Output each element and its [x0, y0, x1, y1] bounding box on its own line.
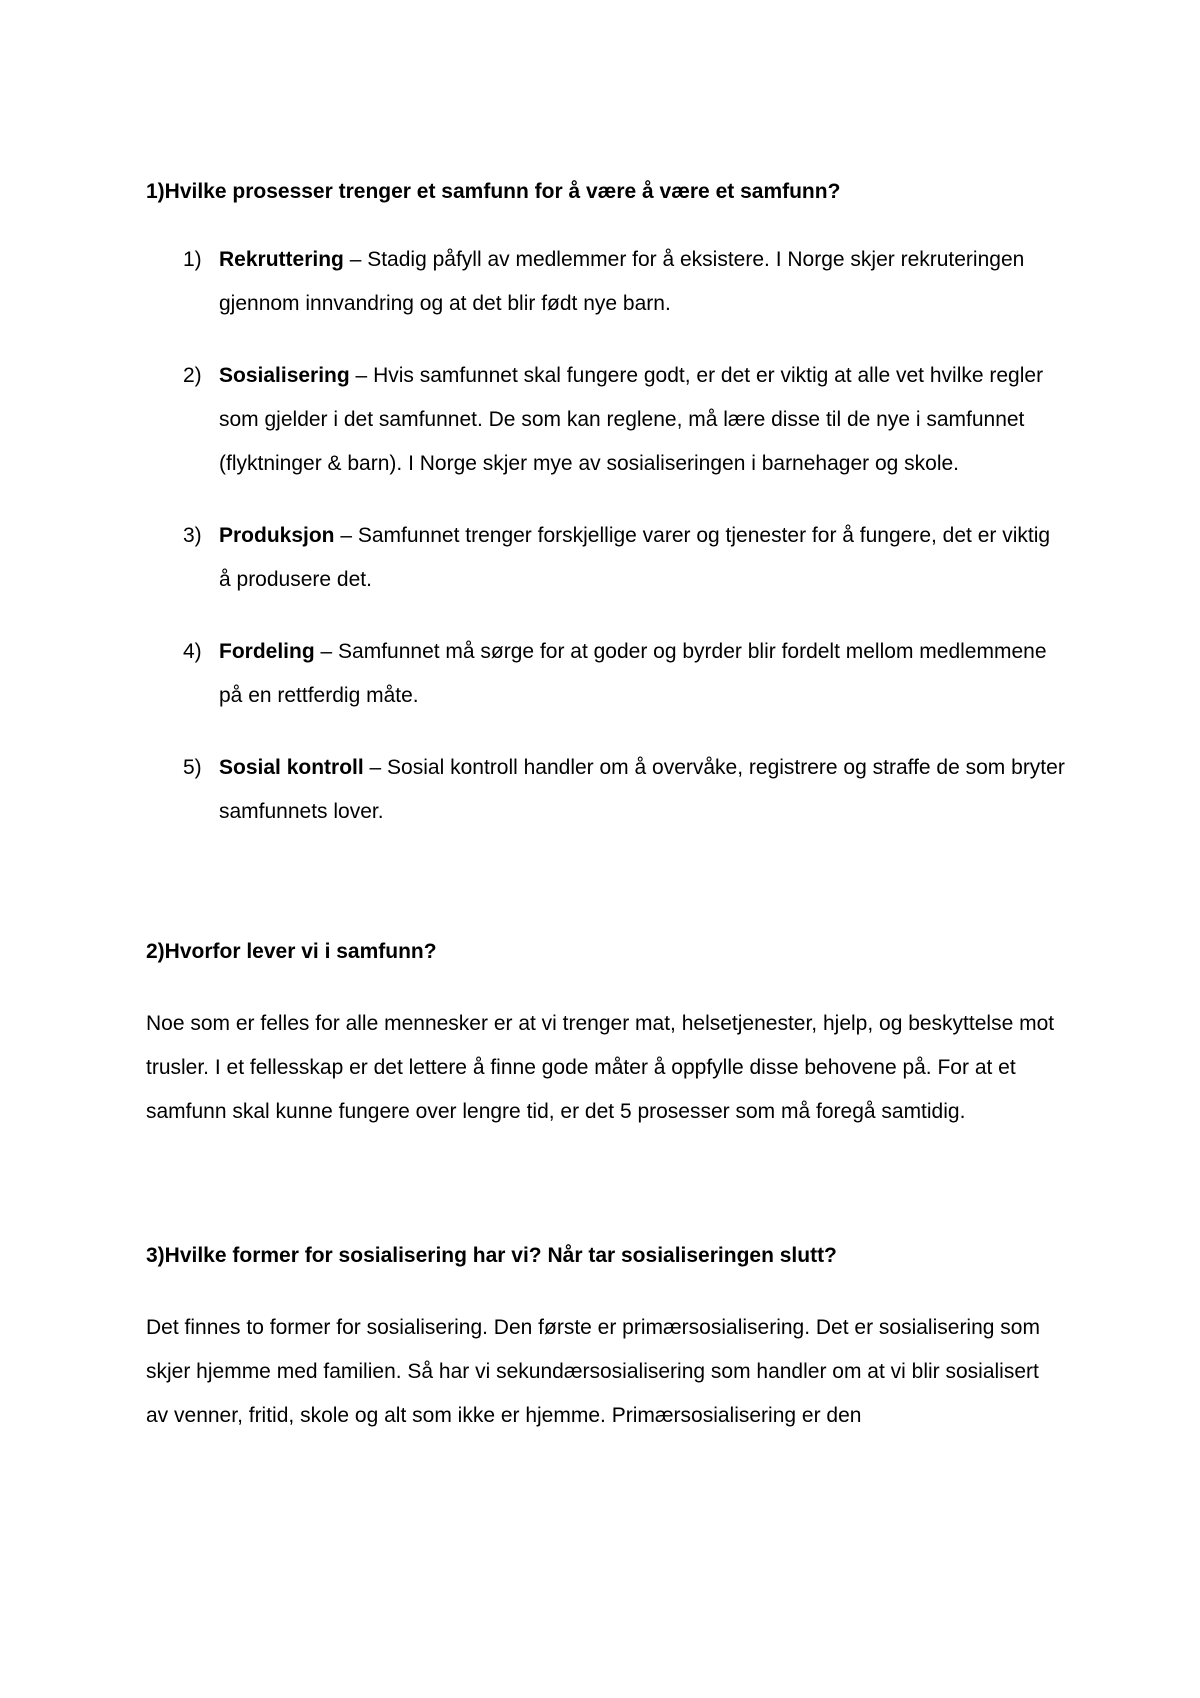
list-item-term: Sosial kontroll [219, 756, 364, 779]
list-item-text: – Sosial kontroll handler om å overvåke, registrere og straffe de som bryter samfunnets lover. [219, 756, 1065, 823]
list-item-text: – Stadig påfyll av medlemmer for å eksistere. I Norge skjer rekruteringen gjennom innvandring og at det blir født nye barn. [219, 248, 1025, 315]
list-item-text: – Samfunnet må sørge for at goder og byrder blir fordelt mellom medlemmene på en rettferdig måte. [219, 640, 1047, 707]
list-item-number: 1) [183, 248, 202, 271]
question-1-heading: 1)Hvilke prosesser trenger et samfunn for å være å være et samfunn? [146, 180, 841, 203]
list-item-text: – Hvis samfunnet skal fungere godt, er det er viktig at alle vet hvilke regler som gjelder i det samfunnet. De som kan reglene, må lære disse til de nye i samfunnet (flyktninger & barn). I Norge skjer mye av sosialiseringen i barnehager og skole. [219, 364, 1044, 475]
list-item [146, 514, 1066, 602]
list-item-term: Rekruttering [219, 248, 344, 271]
question-2-body: Noe som er felles for alle mennesker er at vi trenger mat, helsetjenester, hjelp, og beskyttelse mot trusler. I et fellesskap er det lettere å finne gode måter å oppfylle disse behovene på. For at et samfunn skal kunne fungere over lengre tid, er det 5 prosesser som må foregå samtidig. [146, 1012, 1055, 1123]
list-item-number: 3) [183, 524, 202, 547]
list-item [146, 630, 1066, 718]
list-item-number: 2) [183, 364, 202, 387]
document-content [146, 170, 1066, 1438]
process-list [146, 238, 1066, 834]
list-item [146, 746, 1066, 834]
list-item-term: Sosialisering [219, 364, 350, 387]
list-item [146, 354, 1066, 486]
list-item-number: 4) [183, 640, 202, 663]
list-item [146, 238, 1066, 326]
list-item-term: Fordeling [219, 640, 315, 663]
list-item-number: 5) [183, 756, 202, 779]
list-item-term: Produksjon [219, 524, 335, 547]
list-item-text: – Samfunnet trenger forskjellige varer og tjenester for å fungere, det er viktig å produsere det. [219, 524, 1051, 591]
question-2-heading: 2)Hvorfor lever vi i samfunn? [146, 940, 437, 963]
question-3-heading: 3)Hvilke former for sosialisering har vi? Når tar sosialiseringen slutt? [146, 1244, 837, 1267]
question-3-body: Det finnes to former for sosialisering. Den første er primærsosialisering. Det er sosialisering som skjer hjemme med familien. Så har vi sekundærsosialisering som handler om at vi blir sosialisert av venner, fritid, skole og alt som ikke er hjemme. Primærsosialisering er den [146, 1316, 1040, 1427]
